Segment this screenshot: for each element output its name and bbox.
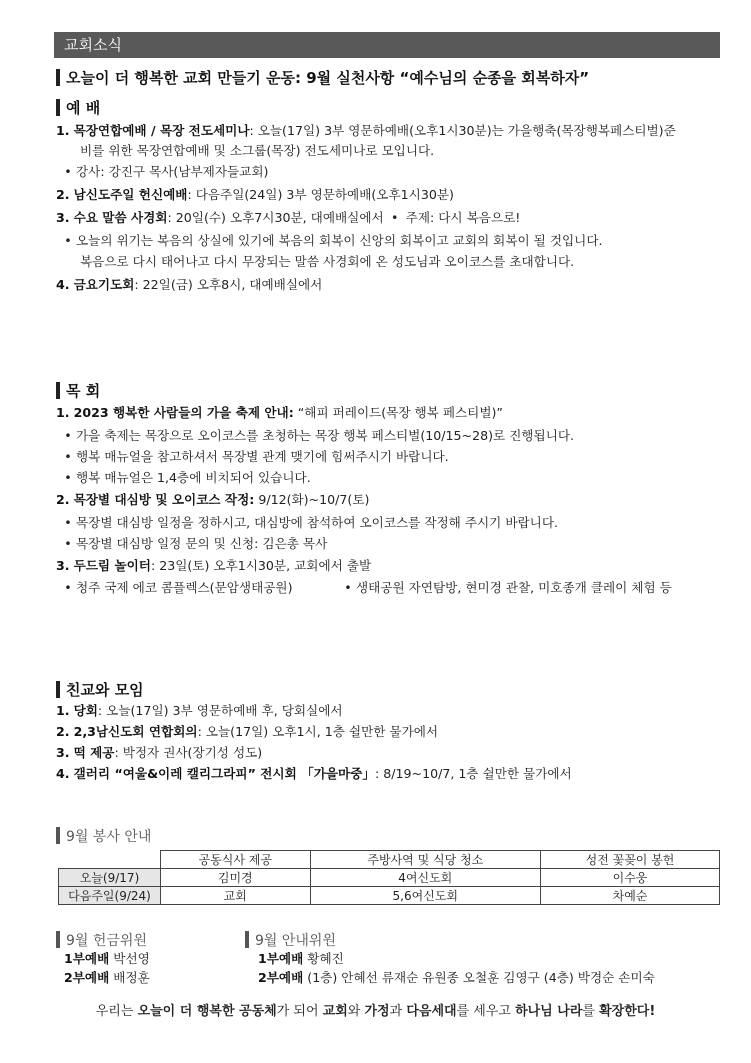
worship-item-3: 3. 수요 말씀 사경회: 20일(수) 오후7시30분, 대예배실에서 • 주제: 다시 복음으로! (56, 210, 521, 225)
heading-bar (56, 827, 60, 844)
heading-bar (56, 382, 60, 399)
worship-item-2: 2. 남신도주일 헌신예배: 다음주일(24일) 3부 영문하예배(오후1시30분) (56, 187, 454, 202)
ministry-item-1: 1. 2023 행복한 사람들의 가을 축제 안내: “해피 퍼레이드(목장 행복 페스티벌)” (56, 405, 503, 420)
usher-row-2: 2부예배 (1층) 안혜선 류재순 유원종 오철훈 김영구 (4층) 박경순 손미숙 (258, 970, 655, 985)
usher-row-1: 1부예배 황혜진 (258, 951, 344, 966)
usher-heading: 9월 안내위원 (245, 930, 336, 950)
service-table (58, 850, 720, 905)
offering-row-2: 2부예배 배정훈 (64, 970, 150, 985)
worship-item-3-sub1: • 오늘의 위기는 복음의 상실에 있기에 복음의 회복이 신앙의 회복이고 교회의 회복이 될 것입니다. (64, 233, 603, 248)
table-header: 주방사역 및 식당 청소 (310, 851, 540, 869)
church-slogan: 우리는 오늘이 더 행복한 공동체가 되어 교회와 가정과 다음세대를 세우고 하나님 나라를 확장한다! (95, 1004, 656, 1019)
fellowship-item-4: 4. 갤러리 “여울&이레 캘리그라피” 전시회 「가을마중」: 8/19~10/7, 1층 쉴만한 물가에서 (56, 766, 572, 781)
offering-row-1: 1부예배 박선영 (64, 951, 150, 966)
ministry-item-1-sub1: • 가을 축제는 목장으로 오이코스를 초청하는 목장 행복 페스티벌(10/15~28)로 진행됩니다. (64, 428, 575, 443)
worship-heading: 예 배 (56, 97, 100, 118)
ministry-item-3-sub1: • 청주 국제 에코 콤플렉스(문암생태공원) (64, 580, 293, 595)
ministry-item-2-sub1: • 목장별 대심방 일정을 정하시고, 대심방에 참석하여 오이코스를 작정해 주시기 바랍니다. (64, 515, 558, 530)
table-cell: 이수웅 (541, 869, 720, 887)
table-header-row (59, 851, 720, 869)
ministry-item-2-sub2: • 목장별 대심방 일정 문의 및 신청: 김은총 목사 (64, 536, 328, 551)
worship-item-1: 1. 목장연합예배 / 목장 전도세미나: 오늘(17일) 3부 영문하예배(오후1시30분)는 가을행축(목장행복페스티벌)준 (56, 123, 676, 138)
worship-item-3-sub2: 복음으로 다시 태어나고 다시 무장되는 말씀 사경회에 온 성도님과 오이코스를 초대합니다. (80, 254, 575, 269)
ministry-item-2: 2. 목장별 대심방 및 오이코스 작정: 9/12(화)~10/7(토) (56, 492, 370, 507)
row-label: 오늘(9/17) (59, 869, 161, 887)
table-row (59, 869, 720, 887)
ministry-heading: 목 회 (56, 380, 100, 401)
ministry-item-1-sub2: • 행복 매뉴얼을 참고하셔서 목장별 관계 맺기에 힘써주시기 바랍니다. (64, 449, 449, 464)
section-banner: 교회소식 (54, 32, 720, 58)
heading-bar (56, 931, 60, 948)
table-header: 성전 꽃꽂이 봉헌 (541, 851, 720, 869)
worship-item-1-sub: • 강사: 강진구 목사(남부제자들교회) (64, 164, 269, 179)
table-cell: 4여신도회 (310, 869, 540, 887)
table-cell: 김미경 (161, 869, 311, 887)
fellowship-item-3: 3. 떡 제공: 박정자 권사(장기성 성도) (56, 745, 263, 760)
heading-bar (56, 69, 60, 86)
row-label: 다음주일(9/24) (59, 887, 161, 905)
fellowship-heading: 친교와 모임 (56, 679, 144, 700)
service-heading: 9월 봉사 안내 (56, 826, 151, 846)
table-header: 공동식사 제공 (161, 851, 311, 869)
table-cell: 5,6여신도회 (310, 887, 540, 905)
table-cell: 교회 (161, 887, 311, 905)
theme-heading: 오늘이 더 행복한 교회 만들기 운동: 9월 실천사항 “예수님의 순종을 회복하자” (56, 67, 589, 88)
table-row (59, 887, 720, 905)
table-corner (59, 851, 161, 869)
fellowship-item-1: 1. 당회: 오늘(17일) 3부 영문하예배 후, 당회실에서 (56, 703, 343, 718)
fellowship-item-2: 2. 2,3남신도회 연합회의: 오늘(17일) 오후1시, 1층 쉴만한 물가에서 (56, 724, 439, 739)
worship-item-4: 4. 금요기도회: 22일(금) 오후8시, 대예배실에서 (56, 277, 323, 292)
ministry-item-1-sub3: • 행복 매뉴얼은 1,4층에 비치되어 있습니다. (64, 470, 311, 485)
ministry-item-3: 3. 두드림 놀이터: 23일(토) 오후1시30분, 교회에서 출발 (56, 558, 372, 573)
worship-item-1-cont: 비를 위한 목장연합예배 및 소그룹(목장) 전도세미나로 모입니다. (80, 143, 435, 158)
offering-heading: 9월 헌금위원 (56, 930, 147, 950)
heading-bar (56, 99, 60, 116)
heading-bar (245, 931, 249, 948)
ministry-item-3-sub2: • 생태공원 자연탐방, 현미경 관찰, 미호종개 클레이 체험 등 (344, 580, 672, 595)
table-cell: 차예순 (541, 887, 720, 905)
heading-bar (56, 681, 60, 698)
